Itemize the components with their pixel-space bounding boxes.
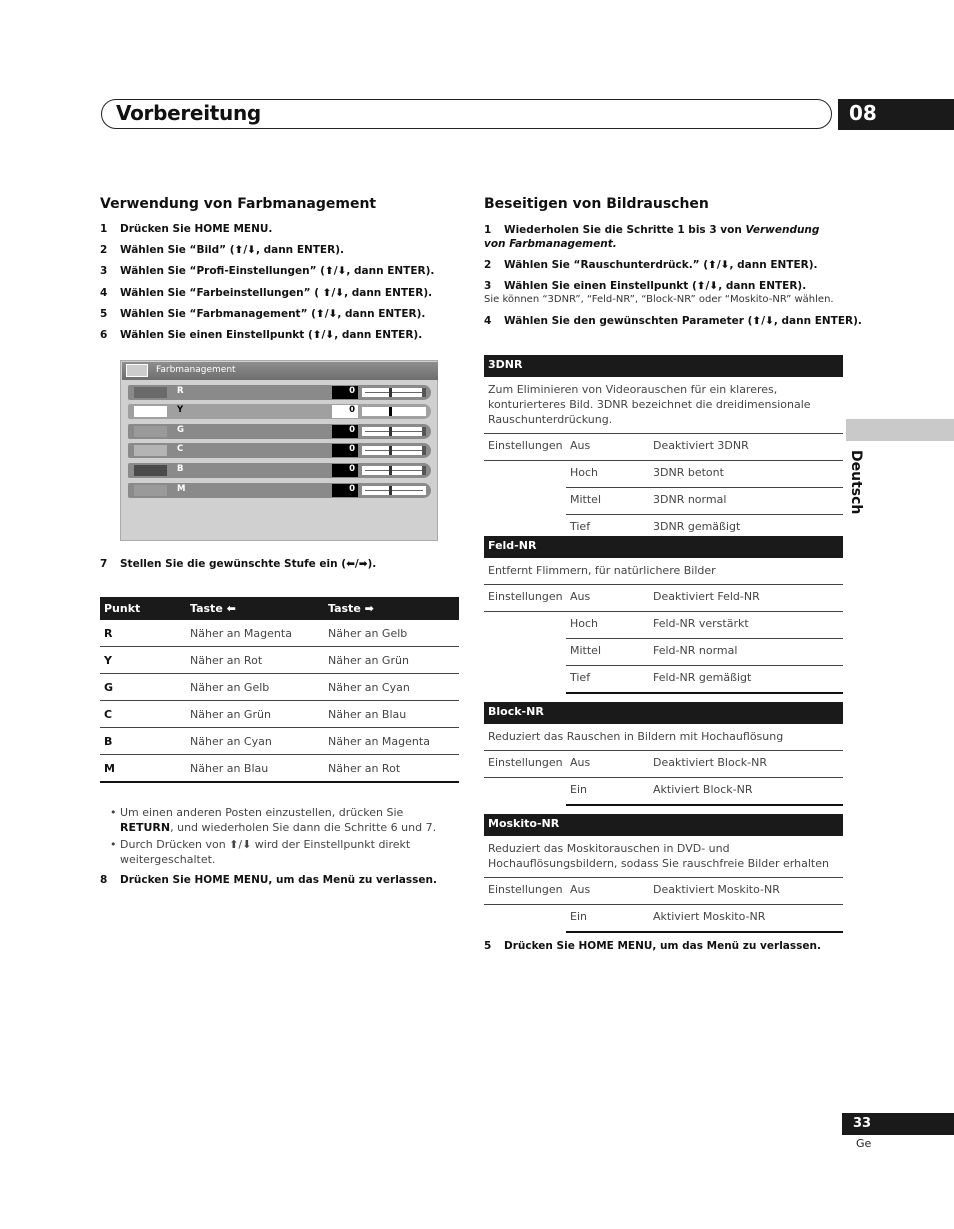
screen-row-r[interactable] [128,385,431,400]
table-row: R Näher an Magenta Näher an Gelb [100,620,459,647]
step-r4: 4 Wählen Sie den gewünschten Parameter (⬆/⬇, dann ENTER). [484,315,862,327]
column-header: Taste ➡ [324,597,459,620]
row-value: 0 [332,444,358,457]
step-r2: 2 Wählen Sie “Rauschunterdrück.” (⬆/⬇, dann ENTER). [484,259,818,271]
color-swatch [134,445,167,456]
screen-title: Farbmanagement [156,365,236,375]
table-title: 3DNR [484,355,843,377]
row-label: B [177,464,184,474]
table-row: Einstellungen Aus Deaktiviert Block-NR [484,751,843,778]
row-label: R [177,386,184,396]
step-2: 2 Wählen Sie “Bild” (⬆/⬇, dann ENTER). [100,244,344,256]
punkt-table [100,597,459,783]
step-1: 1 Drücken Sie HOME MENU. [100,223,273,235]
screen-row-m[interactable] [128,483,431,498]
slider[interactable] [362,486,426,495]
row-label: Y [177,405,184,415]
table-row: B Näher an Cyan Näher an Magenta [100,728,459,755]
table-description: Reduziert das Rauschen in Bildern mit Hochauflösung [484,724,843,751]
table-row: Hoch Feld-NR verstärkt [566,612,843,639]
color-swatch [134,387,167,398]
slider[interactable] [362,388,426,397]
color-swatch [134,465,167,476]
column-header: Punkt [100,597,186,620]
table-3dnr [484,355,843,543]
table-row: Y Näher an Rot Näher an Grün [100,647,459,674]
row-value: 0 [332,484,358,497]
step-5: 5 Wählen Sie “Farbmanagement” (⬆/⬇, dann ENTER). [100,308,426,320]
menu-icon [126,364,148,377]
slider-knob [389,388,392,397]
step-6: 6 Wählen Sie einen Einstellpunkt (⬆/⬇, dann ENTER). [100,329,423,341]
step-7: 7 Stellen Sie die gewünschte Stufe ein (⬅/➡). [100,558,377,570]
table-description: Zum Eliminieren von Videorauschen für ein klareres, konturierteres Bild. 3DNR bezeichnet die dreidimensionale Rauschunterdrückung. [484,377,843,434]
step-r3: 3 Wählen Sie einen Einstellpunkt (⬆/⬇, dann ENTER). [484,280,807,292]
slider[interactable] [362,407,426,416]
language-label: Deutsch [848,450,864,515]
row-value: 0 [332,386,358,399]
table-row: Einstellungen Aus Deaktiviert Moskito-NR [484,878,843,905]
table-row: Einstellungen Aus Deaktiviert 3DNR [484,434,843,461]
table-row: Einstellungen Aus Deaktiviert Feld-NR [484,585,843,612]
table-title: Block-NR [484,702,843,724]
table-block-nr [484,702,843,806]
color-swatch [134,485,167,496]
bullet-direct: • Durch Drücken von ⬆/⬇ wird der Einstellpunkt direkt weitergeschaltet. [110,838,411,866]
table-row: G Näher an Gelb Näher an Cyan [100,674,459,701]
row-label: C [177,444,184,454]
color-swatch [134,426,167,437]
row-value: 0 [332,405,358,418]
table-title: Feld-NR [484,536,843,558]
step-3: 3 Wählen Sie “Profi-Einstellungen” (⬆/⬇, dann ENTER). [100,265,435,277]
slider-knob [389,407,392,416]
slider-knob [389,466,392,475]
table-row: Mittel 3DNR normal [566,488,843,515]
step-4: 4 Wählen Sie “Farbeinstellungen” ( ⬆/⬇, dann ENTER). [100,287,433,299]
slider[interactable] [362,427,426,436]
step-r5: 5 Drücken Sie HOME MENU, um das Menü zu verlassen. [484,940,821,952]
table-feld-nr [484,536,843,694]
column-header: Taste ⬅ [186,597,324,620]
table-row: Tief Feld-NR gemäßigt [566,666,843,694]
page-title: Vorbereitung [116,101,261,125]
table-description: Reduziert das Moskitorauschen in DVD- und Hochauflösungsbildern, sodass Sie rauschfreie Bilder erhalten [484,836,843,878]
screen-row-b[interactable] [128,463,431,478]
table-row: M Näher an Blau Näher an Rot [100,755,459,783]
row-label: M [177,484,186,494]
table-row: Hoch 3DNR betont [566,461,843,488]
table-row: Ein Aktiviert Moskito-NR [566,905,843,933]
table-row: Mittel Feld-NR normal [566,639,843,666]
screen-title-bar [122,362,438,380]
slider[interactable] [362,446,426,455]
page-number: 33 [842,1113,954,1135]
screen-row-g[interactable] [128,424,431,439]
slider-knob [389,446,392,455]
row-label: G [177,425,184,435]
table-row: Ein Aktiviert Block-NR [566,778,843,806]
screen-row-y[interactable] [128,404,431,419]
color-swatch [134,406,167,417]
table-row: C Näher an Grün Näher an Blau [100,701,459,728]
table-moskito-nr [484,814,843,933]
section-heading-farbmanagement: Verwendung von Farbmanagement [100,196,377,212]
slider-knob [389,486,392,495]
table-header [100,597,459,620]
table-title: Moskito-NR [484,814,843,836]
bullet-return: • Um einen anderen Posten einzustellen, drücken Sie RETURN, und wiederholen Sie dann die Schritte 6 und 7. [110,806,437,834]
step-8: 8 Drücken Sie HOME MENU, um das Menü zu verlassen. [100,874,437,886]
language-tab [846,419,954,441]
slider-knob [389,427,392,436]
page-language-code: Ge [856,1137,872,1150]
slider[interactable] [362,466,426,475]
step-r1: 1 Wiederholen Sie die Schritte 1 bis 3 von Verwendung von Farbmanagement. [484,224,820,250]
screen-row-c[interactable] [128,443,431,458]
step-r3-note: Sie können “3DNR”, “Feld-NR”, “Block-NR” oder “Moskito-NR” wählen. [484,294,834,305]
section-heading-bildrauschen: Beseitigen von Bildrauschen [484,196,709,212]
chapter-number: 08 [838,99,954,130]
table-row: Tief 3DNR gemäßigt [566,515,843,543]
table-description: Entfernt Flimmern, für natürlichere Bilder [484,558,843,585]
row-value: 0 [332,425,358,438]
row-value: 0 [332,464,358,477]
